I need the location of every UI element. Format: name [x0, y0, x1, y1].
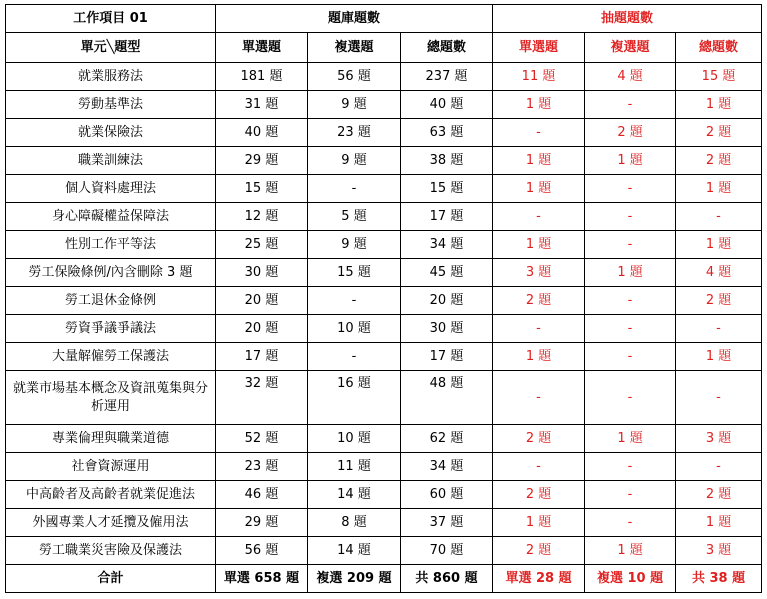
draw-single: 1 題 [493, 509, 585, 537]
bank-single: 12 題 [216, 203, 308, 231]
bank-multi: 11 題 [308, 453, 401, 481]
bank-total: 17 題 [401, 203, 493, 231]
bank-single: 29 題 [216, 509, 308, 537]
bank-single: 56 題 [216, 537, 308, 565]
draw-total: 3 題 [676, 425, 762, 453]
bank-total: 17 題 [401, 343, 493, 371]
draw-single: 1 題 [493, 147, 585, 175]
draw-total: 2 題 [676, 481, 762, 509]
bank-total: 30 題 [401, 315, 493, 343]
bank-multi: - [308, 287, 401, 315]
unit-name: 性別工作平等法 [6, 231, 216, 259]
draw-multi: 1 題 [585, 147, 676, 175]
draw-single: 1 題 [493, 231, 585, 259]
bank-multi: 14 題 [308, 537, 401, 565]
draw-single: 1 題 [493, 175, 585, 203]
bank-total: 38 題 [401, 147, 493, 175]
bank-single: 32 題 [216, 371, 308, 425]
unit-type-header: 單元╲題型 [6, 33, 216, 63]
table-row [6, 119, 762, 147]
bank-multi: 8 題 [308, 509, 401, 537]
table-row [6, 315, 762, 343]
bank-total: 48 題 [401, 371, 493, 425]
bank-single: 46 題 [216, 481, 308, 509]
draw-multi: - [585, 203, 676, 231]
unit-name: 職業訓練法 [6, 147, 216, 175]
bank-total: 237 題 [401, 63, 493, 91]
draw-multi: 4 題 [585, 63, 676, 91]
draw-multi: - [585, 481, 676, 509]
bank-multi: - [308, 175, 401, 203]
draw-multi: - [585, 287, 676, 315]
total-draw-multi: 複選 10 題 [585, 565, 676, 593]
bank-total: 60 題 [401, 481, 493, 509]
draw-single: - [493, 371, 585, 425]
bank-single: 30 題 [216, 259, 308, 287]
unit-name: 外國專業人才延攬及僱用法 [6, 509, 216, 537]
draw-total: 2 題 [676, 287, 762, 315]
draw-single: 1 題 [493, 343, 585, 371]
table-row [6, 481, 762, 509]
total-draw-single: 單選 28 題 [493, 565, 585, 593]
bank-total: 40 題 [401, 91, 493, 119]
draw-single-header: 單選題 [493, 33, 585, 63]
bank-multi: 10 題 [308, 315, 401, 343]
bank-single: 20 題 [216, 287, 308, 315]
total-draw-total: 共 38 題 [676, 565, 762, 593]
bank-single: 25 題 [216, 231, 308, 259]
work-item-header: 工作項目 01 [6, 5, 216, 33]
table-row [6, 371, 762, 425]
bank-multi: 9 題 [308, 147, 401, 175]
bank-total: 15 題 [401, 175, 493, 203]
question-bank-table [5, 4, 762, 593]
draw-total: 1 題 [676, 231, 762, 259]
draw-total: 1 題 [676, 509, 762, 537]
draw-single: 11 題 [493, 63, 585, 91]
unit-name: 就業服務法 [6, 63, 216, 91]
table-row [6, 425, 762, 453]
bank-total: 62 題 [401, 425, 493, 453]
draw-single: - [493, 453, 585, 481]
bank-multi: 10 題 [308, 425, 401, 453]
draw-total: 1 題 [676, 175, 762, 203]
bank-single: 181 題 [216, 63, 308, 91]
draw-total-header: 總題數 [676, 33, 762, 63]
bank-multi: 56 題 [308, 63, 401, 91]
bank-multi: 5 題 [308, 203, 401, 231]
draw-total: 2 題 [676, 147, 762, 175]
bank-single: 29 題 [216, 147, 308, 175]
bank-single: 23 題 [216, 453, 308, 481]
unit-name: 就業市場基本概念及資訊蒐集與分析運用 [6, 371, 216, 425]
unit-name: 勞工職業災害險及保護法 [6, 537, 216, 565]
bank-single: 52 題 [216, 425, 308, 453]
bank-total: 45 題 [401, 259, 493, 287]
draw-single: 2 題 [493, 425, 585, 453]
bank-total: 63 題 [401, 119, 493, 147]
unit-name: 勞工退休金條例 [6, 287, 216, 315]
unit-name: 個人資料處理法 [6, 175, 216, 203]
bank-multi: - [308, 343, 401, 371]
bank-multi: 16 題 [308, 371, 401, 425]
draw-multi: - [585, 91, 676, 119]
unit-name: 勞工保險條例/內含刪除 3 題 [6, 259, 216, 287]
unit-name: 就業保險法 [6, 119, 216, 147]
bank-multi: 14 題 [308, 481, 401, 509]
draw-multi: - [585, 371, 676, 425]
total-label: 合計 [6, 565, 216, 593]
bank-single: 20 題 [216, 315, 308, 343]
draw-multi: 1 題 [585, 425, 676, 453]
bank-multi: 9 題 [308, 91, 401, 119]
bank-count-header: 題庫題數 [216, 5, 493, 33]
bank-total: 20 題 [401, 287, 493, 315]
total-bank-multi: 複選 209 題 [308, 565, 401, 593]
draw-single: - [493, 315, 585, 343]
bank-multi: 15 題 [308, 259, 401, 287]
draw-total: - [676, 315, 762, 343]
table-row [6, 259, 762, 287]
bank-multi: 9 題 [308, 231, 401, 259]
unit-name: 大量解僱勞工保護法 [6, 343, 216, 371]
draw-total: 1 題 [676, 91, 762, 119]
table-row [6, 509, 762, 537]
bank-single: 31 題 [216, 91, 308, 119]
table-row [6, 537, 762, 565]
total-row [6, 565, 762, 593]
draw-multi: 1 題 [585, 259, 676, 287]
table-row [6, 287, 762, 315]
table-row [6, 453, 762, 481]
draw-total: - [676, 203, 762, 231]
bank-total: 70 題 [401, 537, 493, 565]
table-row [6, 343, 762, 371]
draw-single: - [493, 203, 585, 231]
draw-total: 15 題 [676, 63, 762, 91]
draw-multi: - [585, 231, 676, 259]
table-row [6, 147, 762, 175]
draw-total: 3 題 [676, 537, 762, 565]
draw-single: 2 題 [493, 537, 585, 565]
draw-single: 2 題 [493, 481, 585, 509]
draw-single: - [493, 119, 585, 147]
draw-multi-header: 複選題 [585, 33, 676, 63]
table-row [6, 231, 762, 259]
draw-total: 2 題 [676, 119, 762, 147]
draw-single: 3 題 [493, 259, 585, 287]
table-row [6, 203, 762, 231]
draw-total: - [676, 453, 762, 481]
bank-single: 15 題 [216, 175, 308, 203]
table-row [6, 175, 762, 203]
unit-name: 中高齡者及高齡者就業促進法 [6, 481, 216, 509]
total-bank-single: 單選 658 題 [216, 565, 308, 593]
total-bank-total: 共 860 題 [401, 565, 493, 593]
bank-total: 37 題 [401, 509, 493, 537]
header-row-1 [6, 5, 762, 33]
unit-name: 社會資源運用 [6, 453, 216, 481]
draw-total: 1 題 [676, 343, 762, 371]
draw-multi: 2 題 [585, 119, 676, 147]
unit-name: 勞資爭議爭議法 [6, 315, 216, 343]
bank-multi-header: 複選題 [308, 33, 401, 63]
unit-name: 身心障礙權益保障法 [6, 203, 216, 231]
unit-name: 勞動基準法 [6, 91, 216, 119]
draw-total: 4 題 [676, 259, 762, 287]
bank-single: 17 題 [216, 343, 308, 371]
bank-total-header: 總題數 [401, 33, 493, 63]
draw-multi: - [585, 343, 676, 371]
draw-multi: 1 題 [585, 537, 676, 565]
bank-total: 34 題 [401, 231, 493, 259]
bank-multi: 23 題 [308, 119, 401, 147]
table-row [6, 91, 762, 119]
table-row [6, 63, 762, 91]
draw-count-header: 抽題題數 [493, 5, 762, 33]
draw-multi: - [585, 509, 676, 537]
bank-single: 40 題 [216, 119, 308, 147]
draw-multi: - [585, 315, 676, 343]
bank-single-header: 單選題 [216, 33, 308, 63]
header-row-2 [6, 33, 762, 63]
draw-single: 1 題 [493, 91, 585, 119]
draw-single: 2 題 [493, 287, 585, 315]
draw-multi: - [585, 453, 676, 481]
bank-total: 34 題 [401, 453, 493, 481]
unit-name: 專業倫理與職業道德 [6, 425, 216, 453]
draw-multi: - [585, 175, 676, 203]
draw-total: - [676, 371, 762, 425]
